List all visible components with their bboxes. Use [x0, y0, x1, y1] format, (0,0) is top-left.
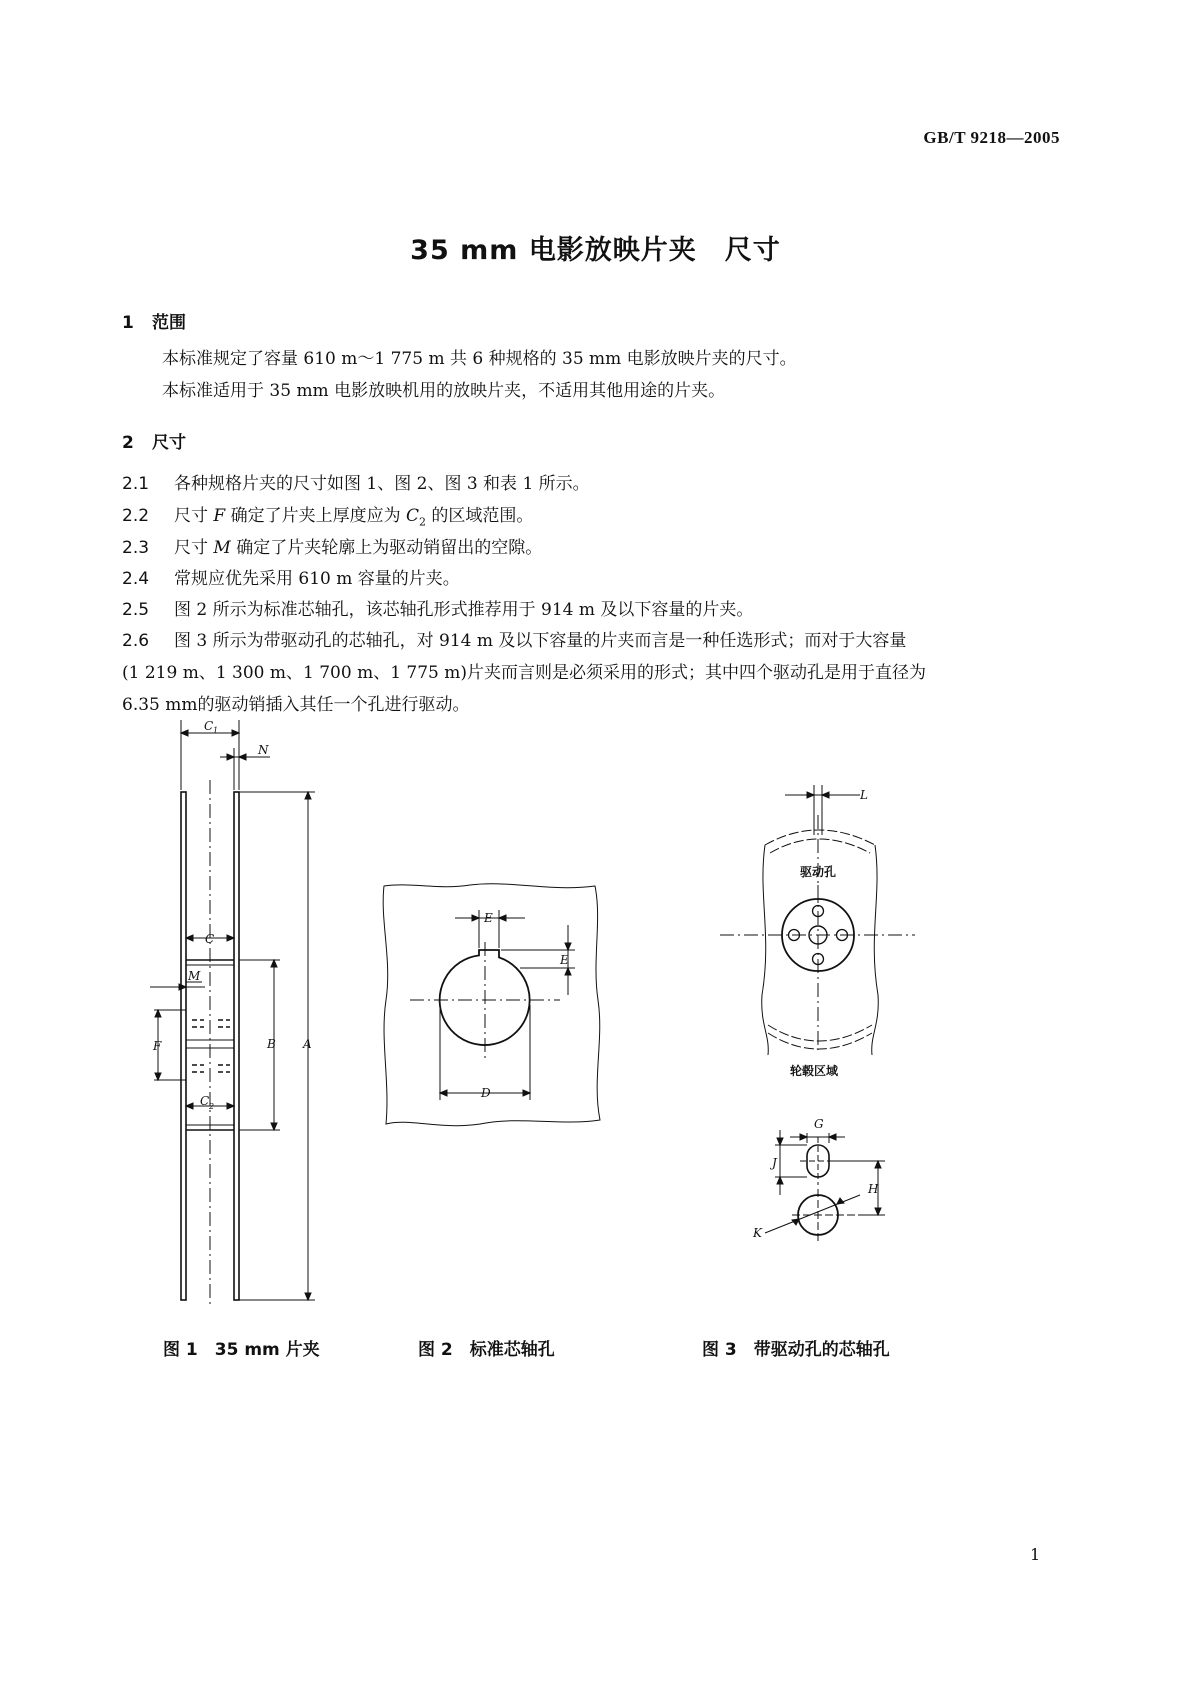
clause-2-1: [122, 473, 590, 495]
label-C1: C: [204, 720, 214, 733]
section-number: 1: [122, 313, 134, 333]
clause-number: 2.3: [122, 538, 150, 558]
symbol-C: C: [406, 506, 420, 526]
label-E-top: E: [484, 911, 493, 925]
label-A: A: [303, 1037, 312, 1051]
clause-text: 确定了片夹轮廓上为驱动销留出的空隙。: [230, 538, 543, 558]
scope-paragraph-2: 本标准适用于 35 mm 电影放映机用的放映片夹，不适用其他用途的片夹。: [162, 381, 726, 401]
clause-number: 2.4: [122, 569, 150, 589]
label-E-side: E: [560, 953, 569, 967]
clause-text: 确定了片夹上厚度应为: [225, 506, 407, 526]
label-hub-zone: 轮毂区域: [790, 1064, 839, 1078]
label-C: C: [205, 932, 215, 946]
page-number: 1: [1030, 1545, 1041, 1564]
clause-number: 2.2: [122, 506, 150, 526]
label-D: D: [481, 1086, 491, 1100]
clause-number: 2.1: [122, 474, 150, 494]
standard-code: GB/T 9218—2005: [923, 128, 1060, 147]
symbol-M: M: [213, 538, 231, 558]
clause-text: 图 3 所示为带驱动孔的芯轴孔，对 914 m 及以下容量的片夹而言是一种任选形式；而对于大容量: [174, 631, 907, 651]
label-G: G: [814, 1117, 824, 1131]
figure-3-drive-hole-drawing: [710, 775, 930, 1255]
label-H: H: [868, 1182, 879, 1196]
scope-paragraph-1: 本标准规定了容量 610 m～1 775 m 共 6 种规格的 35 mm 电影放映片夹的尺寸。: [162, 349, 797, 369]
label-drive-hole: 驱动孔: [800, 865, 837, 879]
label-F: F: [153, 1039, 162, 1053]
label-B: B: [267, 1037, 276, 1051]
clause-2-6-line3: 6.35 mm的驱动销插入其任一个孔进行驱动。: [122, 695, 470, 715]
label-C2-sub: 2: [209, 1102, 215, 1111]
clause-text: 的区域范围。: [426, 506, 534, 526]
figure-1-caption: 图 1 35 mm 片夹: [163, 1340, 320, 1360]
figure-3-caption: 图 3 带驱动孔的芯轴孔: [702, 1340, 890, 1360]
clause-2-3: [122, 537, 542, 559]
clause-number: 2.6: [122, 631, 150, 651]
label-C1-sub: 1: [213, 726, 219, 735]
clause-2-6: [122, 630, 906, 652]
figure-2-spindle-hole-drawing: [380, 880, 610, 1140]
clause-2-5: [122, 599, 753, 621]
symbol-subscript: 2: [419, 515, 427, 529]
label-M: M: [188, 969, 201, 983]
label-C2: C: [200, 1094, 210, 1108]
figure-1-reel-drawing: [140, 720, 340, 1310]
label-J: J: [772, 1156, 777, 1170]
clause-2-6-line2: (1 219 m、1 300 m、1 700 m、1 775 m)片夹而言则是必须采用的形式；其中四个驱动孔是用于直径为: [122, 663, 927, 683]
label-L: L: [860, 788, 868, 802]
clause-text: 尺寸: [174, 506, 214, 526]
page-title: 35 mm 电影放映片夹 尺寸: [410, 235, 781, 266]
clause-text: 常规应优先采用 610 m 容量的片夹。: [174, 569, 460, 589]
section-title: 尺寸: [152, 433, 186, 453]
clause-text: 尺寸: [174, 538, 214, 558]
section-heading-dimensions: [122, 428, 186, 453]
symbol-F: F: [213, 506, 226, 526]
section-title: 范围: [152, 313, 186, 333]
clause-number: 2.5: [122, 600, 150, 620]
section-heading-scope: [122, 308, 186, 333]
clause-2-2: [122, 505, 533, 533]
label-N: N: [258, 743, 269, 757]
clause-text: 各种规格片夹的尺寸如图 1、图 2、图 3 和表 1 所示。: [174, 474, 590, 494]
section-number: 2: [122, 433, 134, 453]
clause-text: 图 2 所示为标准芯轴孔，该芯轴孔形式推荐用于 914 m 及以下容量的片夹。: [174, 600, 754, 620]
clause-2-4: [122, 568, 460, 590]
figure-2-caption: 图 2 标准芯轴孔: [418, 1340, 555, 1360]
label-K: K: [753, 1226, 762, 1240]
